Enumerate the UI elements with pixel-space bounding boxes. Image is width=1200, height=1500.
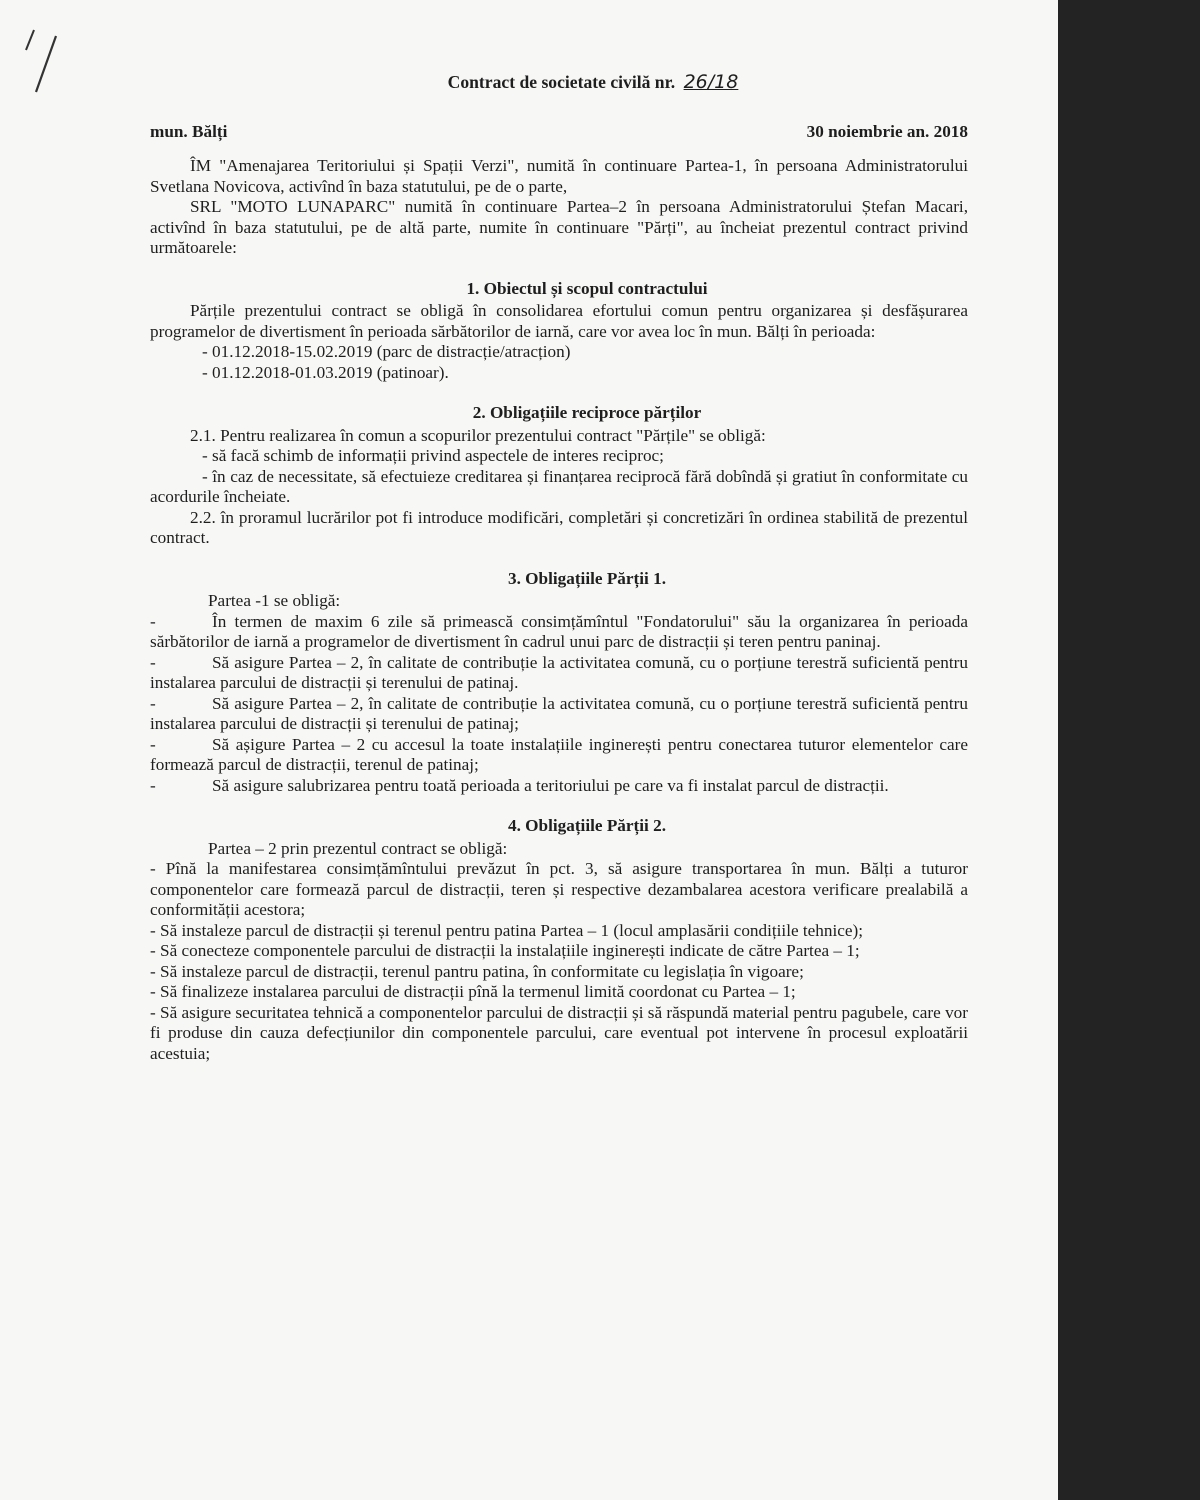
section-4-item: - Să instaleze parcul de distracții, terenul pantru patina, în conformitate cu legislația în vigoare; bbox=[150, 961, 804, 981]
list-dash: - bbox=[150, 734, 156, 754]
party-2-paragraph: SRL "MOTO LUNAPARC" numită în continuare Partea–2 în persoana Administratorului Ștefan Macari, activînd în baza statutului, pe de altă parte, numite în continuare "Părți", au încheiat prezentul contract privind următoarele: bbox=[150, 197, 968, 257]
section-4-heading: 4. Obligațiile Părții 2. bbox=[507, 816, 666, 835]
section-3-item bbox=[150, 694, 968, 735]
contract-date: 30 noiembrie an. 2018 bbox=[806, 121, 968, 141]
section-4-item: - Să asigure securitatea tehnică a componentelor parcului de distracții și să răspundă material pentru pagubele, care vor fi produse din cauza defecțiunilor din componentele parcului, care eventual pot intervene în procesul exploatării acestuia; bbox=[150, 1002, 968, 1063]
place-date-line bbox=[150, 122, 968, 143]
clause-2-1: 2.1. Pentru realizarea în comun a scopurilor prezentului contract "Părțile" se obligă: bbox=[190, 425, 766, 445]
section-4-item: - Să conecteze componentele parcului de distracții la instalațiile inginerești indicate de către Partea – 1; bbox=[150, 941, 860, 960]
clause-2-1-b-text: - în caz de necessitate, să efectuieze creditarea și finanțarea reciprocă fără dobîndă și gratiut în conformitate cu acordurile încheiate. bbox=[150, 466, 968, 506]
contract-place: mun. Bălți bbox=[150, 121, 228, 141]
section-4-item: - Să instaleze parcul de distracții și terenul pentru patina Partea – 1 (locul amplasării condițiile tehnice); bbox=[150, 920, 864, 940]
section-3-item bbox=[150, 735, 968, 776]
section-3-item bbox=[150, 653, 968, 694]
list-dash: - bbox=[150, 652, 156, 672]
contract-title-text: Contract de societate civilă nr. bbox=[447, 72, 676, 92]
section-3-item-text: În termen de maxim 6 zile să primească consimțămîntul "Fondatorului" său la organizarea în perioada sărbătorilor de iarnă a programelor de divertisment în cadrul unui parc de distracții și teren pentru paninaj. bbox=[150, 611, 968, 651]
section-3-item-text: Să așigure Partea – 2 cu accesul la toate instalațiile inginerești pentru conectarea tuturor elementelor care formează parcul de distracții, terenul de patinaj; bbox=[150, 734, 968, 774]
section-3-intro: Partea -1 se obligă: bbox=[208, 591, 341, 610]
section-3-heading: 3. Obligațiile Părții 1. bbox=[507, 568, 666, 588]
clause-2-1-b bbox=[150, 467, 968, 508]
clause-2-2: 2.2. în proramul lucrărilor pot fi introduce modificări, completări și concretizări în ordinea stabilită de prezentul contract. bbox=[150, 507, 968, 547]
section-3-item-text: Să asigure Partea – 2, în calitate de contribuție la activitatea comună, cu o porțiune terestră suficientă pentru instalarea parcului de distracții și terenului de patinaj. bbox=[150, 652, 968, 692]
section-3-item bbox=[150, 612, 968, 653]
section-3-item-text: Să asigure Partea – 2, în calitate de contribuție la activitatea comună, cu o porțiune terestră suficientă pentru instalarea parcului de distracții și terenului de patinaj; bbox=[150, 693, 968, 733]
section-4-intro: Partea – 2 prin prezentul contract se obligă: bbox=[208, 838, 508, 858]
contract-number: 26/18 bbox=[683, 71, 739, 93]
section-1-item: - 01.12.2018-15.02.2019 (parc de distracție/atracțion) bbox=[202, 342, 571, 361]
section-4-item: - Să finalizeze instalarea parcului de distracții pînă la termenul limită coordonat cu Partea – 1; bbox=[150, 982, 796, 1001]
section-4-item: - Pînă la manifestarea consimțămîntului prevăzut în pct. 3, să asigure transportarea în mun. Bălți a tuturor componentelor care formează parcul de distracții, teren și respective dezambalarea acestora verificare prealabilă a conformității acestora; bbox=[150, 859, 968, 919]
scan-dark-edge bbox=[1058, 0, 1200, 1500]
party-1-paragraph: ÎM "Amenajarea Teritoriului și Spații Verzi", numită în continuare Partea-1, în persoana Administratorului Svetlana Novicova, activînd în baza statutului, pe de o parte, bbox=[150, 156, 968, 196]
list-dash: - bbox=[150, 611, 156, 631]
clause-2-1-a: - să facă schimb de informații privind aspectele de interes reciproc; bbox=[202, 446, 664, 465]
section-3-item bbox=[150, 776, 968, 797]
section-1-heading: 1. Obiectul și scopul contractului bbox=[466, 278, 708, 298]
contract-body bbox=[150, 72, 968, 1064]
section-2-heading: 2. Obligațiile reciproce părților bbox=[472, 403, 702, 422]
handwritten-slash-mark bbox=[22, 28, 62, 98]
list-dash: - bbox=[150, 775, 156, 795]
contract-title bbox=[184, 72, 1002, 93]
section-3-item-text: Să asigure salubrizarea pentru toată perioada a teritoriului pe care va fi instalat parcul de distracții. bbox=[212, 775, 889, 795]
section-1-item: - 01.12.2018-01.03.2019 (patinoar). bbox=[202, 362, 449, 382]
list-dash: - bbox=[150, 693, 156, 713]
section-1-text: Părțile prezentului contract se obligă în consolidarea efortului comun pentru organizarea și desfășurarea programelor de divertisment în perioada sărbătorilor de iarnă, care vor avea loc în mun. Bălți în perioada: bbox=[150, 301, 968, 341]
